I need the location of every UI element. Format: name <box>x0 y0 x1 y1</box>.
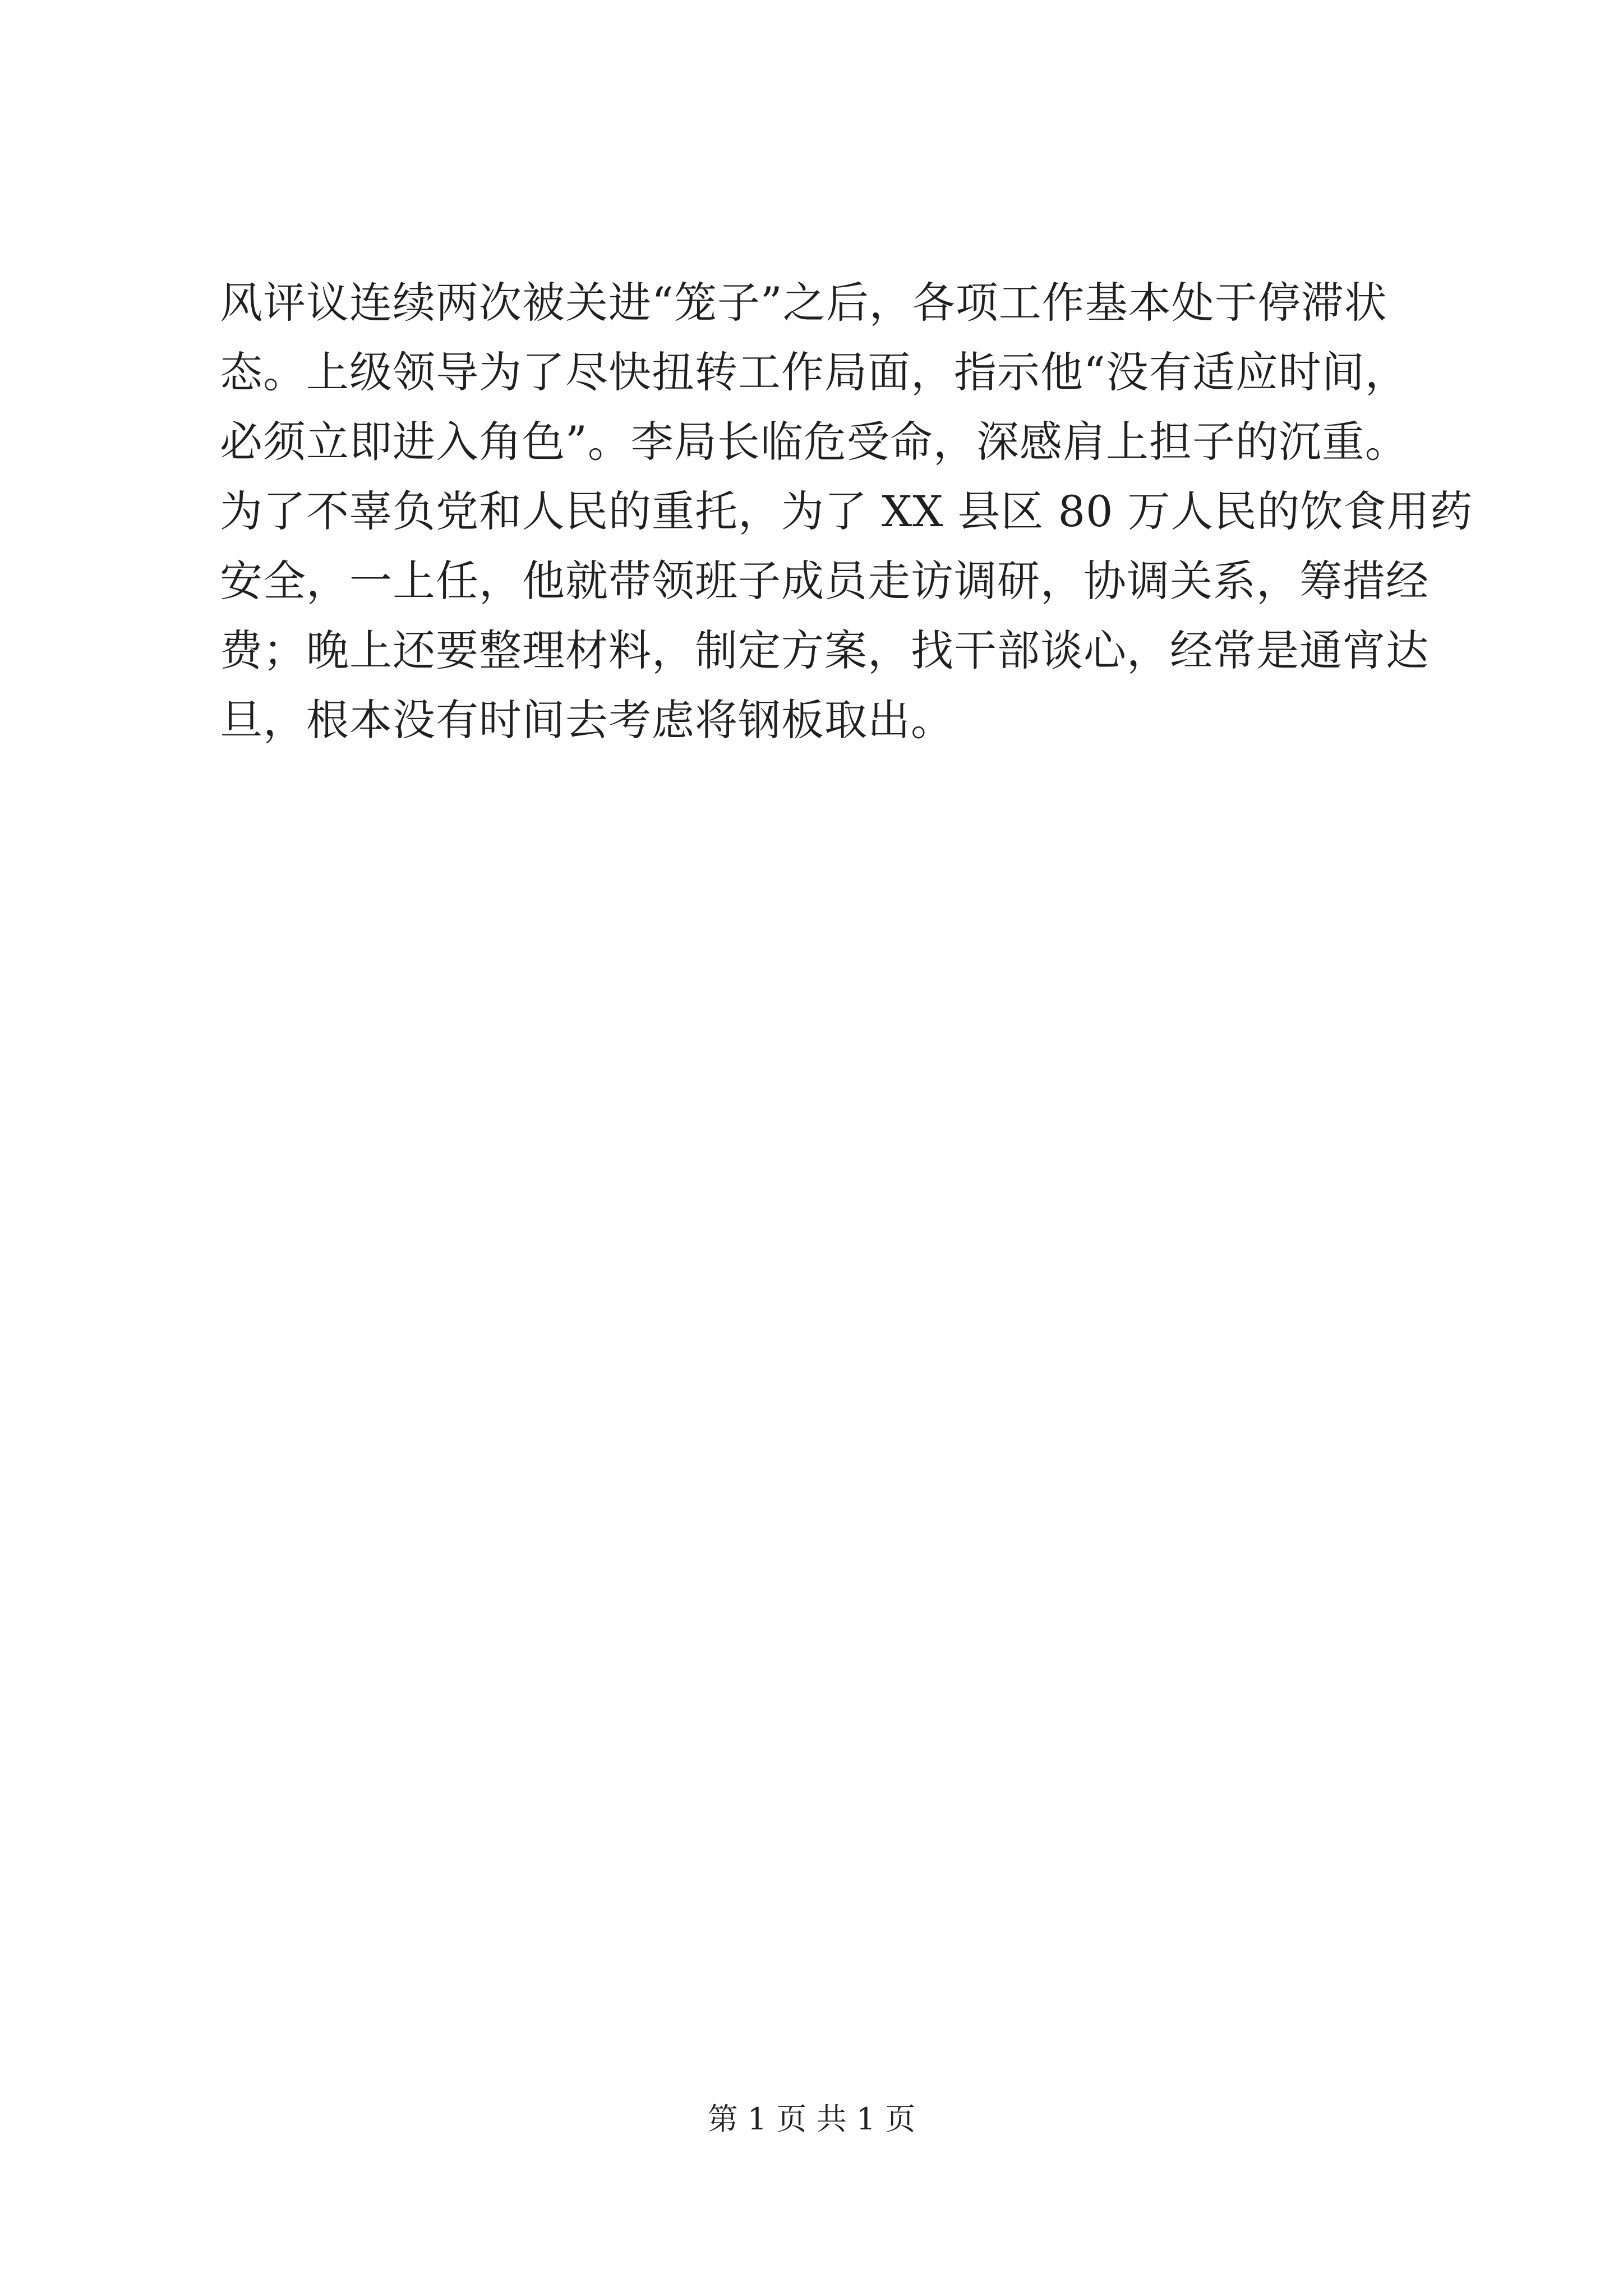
text-line: 态。上级领导为了尽快扭转工作局面，指示他“没有适应时间， <box>220 347 1408 397</box>
text-line: 安全，一上任，他就带领班子成员走访调研，协调关系，筹措经 <box>220 556 1429 606</box>
body-paragraph <box>220 268 1473 755</box>
text-line: 风评议连续两次被关进“笼子”之后，各项工作基本处于停滞状 <box>220 278 1387 328</box>
text-line: 费；晚上还要整理材料，制定方案，找干部谈心，经常是通宵达 <box>220 625 1429 675</box>
page-number-footer: 第 1 页 共 1 页 <box>707 2101 916 2137</box>
text-line: 为了不辜负党和人民的重托，为了 XX 县区 80 万人民的饮食用药 <box>220 486 1473 536</box>
text-line: 旦，根本没有时间去考虑将钢板取出。 <box>220 695 954 745</box>
text-line: 必须立即进入角色”。李局长临危受命，深感肩上担子的沉重。 <box>220 417 1408 467</box>
